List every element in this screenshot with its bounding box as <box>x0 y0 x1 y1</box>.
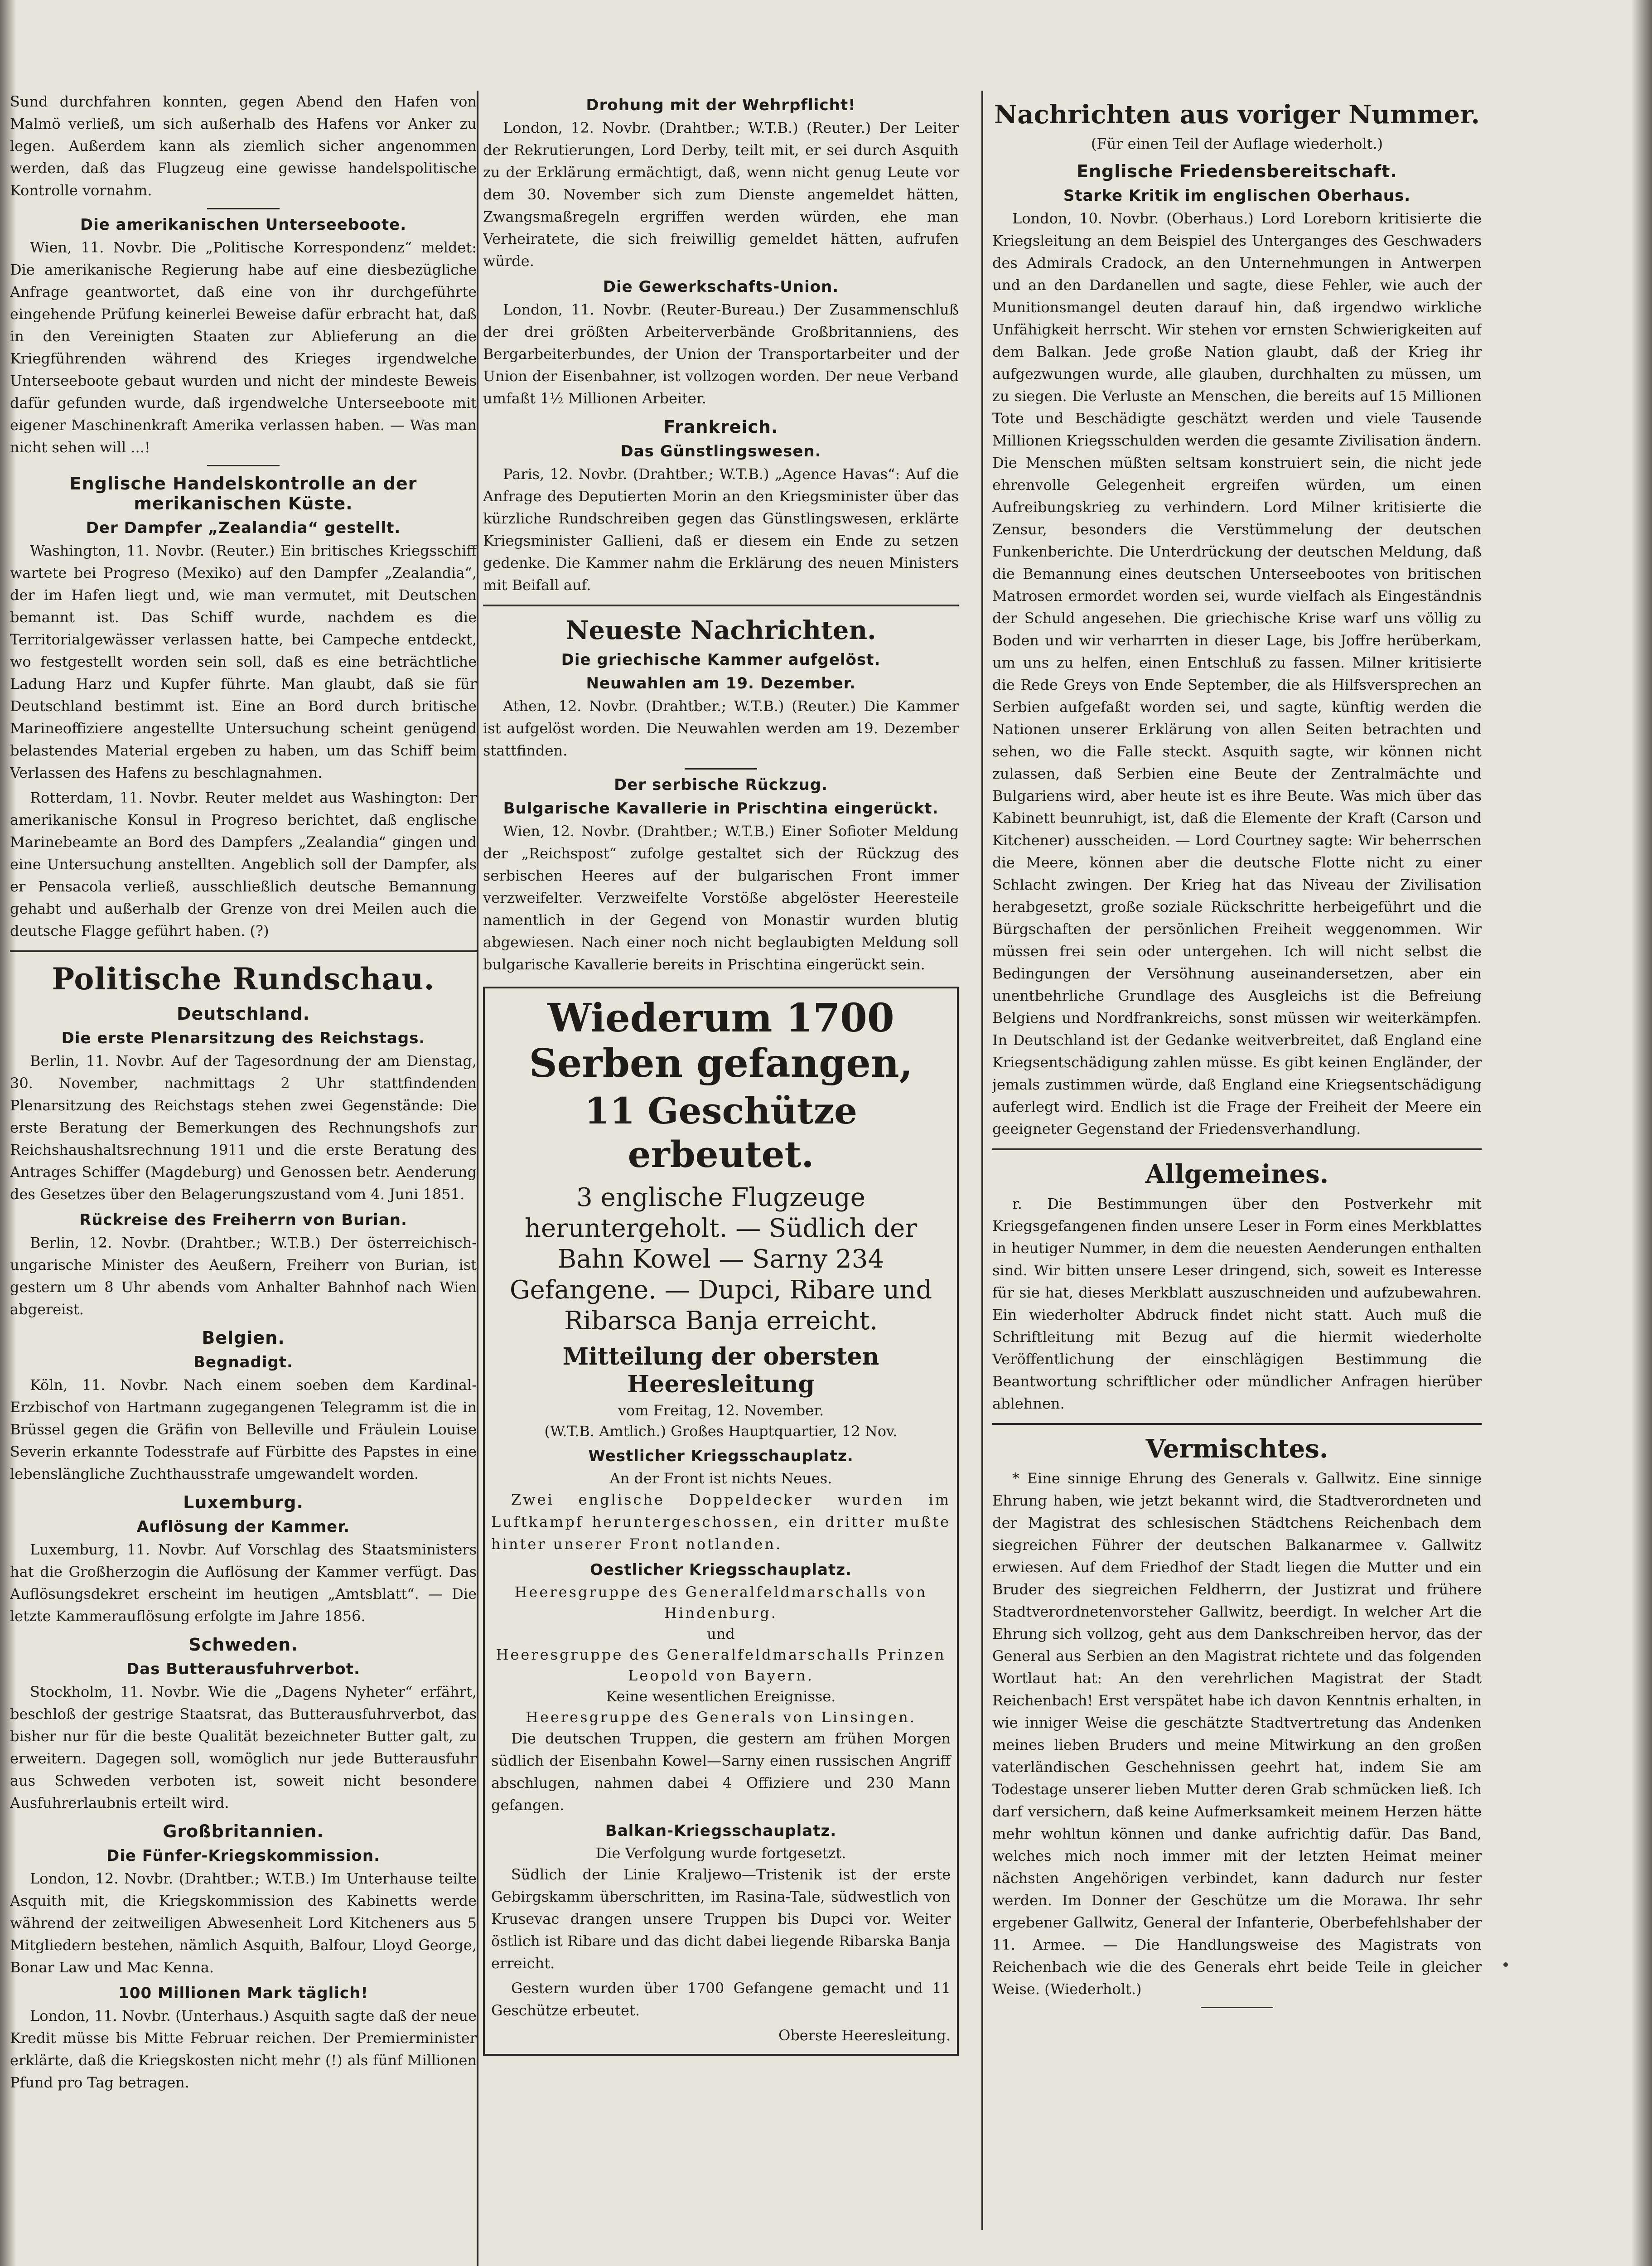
article-subheading: Starke Kritik im englischen Oberhaus. <box>1063 187 1411 205</box>
divider <box>10 950 477 952</box>
column-middle <box>483 91 959 2266</box>
army-group: Heeresgruppe des Generals von Linsingen. <box>526 1709 916 1726</box>
front-note: Die Verfolgung wurde fortgesetzt. <box>595 1845 846 1862</box>
divider <box>207 465 280 466</box>
section-heading: Neueste Nachrichten. <box>565 615 876 645</box>
section-heading: Nachrichten aus voriger Nummer. <box>994 100 1480 130</box>
country-heading: Belgien. <box>202 1328 285 1348</box>
article-heading: 100 Millionen Mark täglich! <box>118 1984 368 2002</box>
article-text: London, 11. Novbr. (Reuter-Bureau.) Der Zusammenschluß der drei größten Arbeiterverbände Großbritanniens, des Bergarbeiterbundes, der Union der Transportarbeiter und der Union der Eisenbahner, ist vollzogen worden. Der neue Verband umfaßt 1½ Millionen Arbeiter. <box>483 301 959 407</box>
divider <box>992 1148 1482 1150</box>
article-text: * Eine sinnige Ehrung des Generals v. Gallwitz. Eine sinnige Ehrung haben, wie jetzt bekannt wird, die Stadtverordneten und der Magistrat des schlesischen Städtchens Reichenbach dem siegreichen Führer der deutschen Balkanarmee v. Gallwitz erwiesen. Auf dem Friedhof der Stadt liegen die Mutter und ein Bruder des siegreichen Feldherrn, der Justizrat und frühere Stadtverordnetenvorsteher Gallwitz, beerdigt. In welcher Art die Ehrung sich vollzog, geht aus dem Dankschreiben hervor, das der General aus Serbien an den Magistrat richtete und das folgenden Wortlaut hat: An den verehrlichen Magistrat der Stadt Reichenbach! Erst verspätet habe ich davon Kenntnis erhalten, in wie inniger Weise die geschätzte Stadtvertretung das Andenken meines lieben Bruders und meine Mitwirkung an den großen vaterländischen Geschehnissen geehrt hat, indem Sie am Todestage unserer lieben Mutter deren Grab schmücken ließ. Ich darf versichern, daß keine Aufmerksamkeit meinem Herzen hätte mehr wohltun können und danke aufrichtig dafür. Das Band, welches mich noch immer mit der letzten Heimat meiner nächsten Angehörigen verbindet, kann dadurch nur fester werden. Im Donner der Geschütze um die Morawa. Ihr sehr ergebener Gallwitz, General der Infanterie, Oberbefehlshaber der 11. Armee. — Die Handlungsweise des Magistrats von Reichenbach wie die des Generals ehrt beide Teile in gleicher Weise. (Wiederholt.) <box>992 1470 1482 1998</box>
article-text: Köln, 11. Novbr. Nach einem soeben dem Kardinal-Erzbischof von Hartmann zugegangenen Telegramm ist die in Brüssel gegen die Gräfin von Belleville und Fräulein Louise Severin erkannte Todesstrafe auf Fürbitte des Papstes in eine lebenslängliche Zuchthausstrafe umgewandelt worden. <box>10 1376 477 1482</box>
article-text: Wien, 12. Novbr. (Drahtber.; W.T.B.) Einer Sofioter Meldung der „Reichspost“ zufolge gestaltet sich der Rückzug des serbischen Heeres auf der bulgarischen Front immer verzweifelter. Verzweifelte Vorstöße abgelöster Heeresteile namentlich in der Gegend von Monastir wurden blutig abgewiesen. Nach einer noch nicht beglaubigten Meldung soll bulgarische Kavallerie bereits in Prischtina eingerückt sein. <box>483 823 959 973</box>
article-heading: Auflösung der Kammer. <box>136 1518 350 1536</box>
article-text: r. Die Bestimmungen über den Postverkehr mit Kriegsgefangenen finden unsere Leser in Form eines Merkblattes in heutiger Nummer, in dem die neuesten Aenderungen enthalten sind. Wir bitten unsere Leser dringend, sich, soweit es Interesse für sie hat, dieses Merkblatt auszuschneiden und aufzubewahren. Ein wiederholter Abdruck findet nicht statt. Auch muß die Schriftleitung mit Bezug auf die hiermit wiederholte Veröffentlichung der einschlägigen Bestimmung die Beantwortung schriftlicher oder mündlicher Anfragen hierüber ablehnen. <box>992 1195 1482 1412</box>
report-signature: Oberste Heeresleitung. <box>778 2027 951 2044</box>
section-heading: Allgemeines. <box>1145 1159 1329 1189</box>
headline: Wiederum 1700 Serben gefangen, <box>529 995 913 1086</box>
article-heading: Die Fünfer-Kriegskommission. <box>106 1847 381 1865</box>
divider <box>1201 2007 1273 2008</box>
article-text: Paris, 12. Novbr. (Drahtber.; W.T.B.) „Agence Havas“: Auf die Anfrage des Deputierten Morin an den Kriegsminister über das kürzliche Rundschreiben gegen das Günstlingswesen, erklärte Kriegsminister Gallieni, daß er diesem ein Ende zu setzen gedenke. Die Kammer nahm die Erklärung des neuen Ministers mit Beifall auf. <box>483 465 959 594</box>
report-text: Die deutschen Truppen, die gestern am frühen Morgen südlich der Eisenbahn Kowel—Sarny einen russischen Angriff abschlugen, nahmen dabei 4 Offiziere und 230 Mann gefangen. <box>491 1730 951 1814</box>
article-heading: Das Butterausfuhrverbot. <box>126 1660 360 1678</box>
article-text: London, 11. Novbr. (Unterhaus.) Asquith sagte daß der neue Kredit müsse bis Mitte Februar reichen. Der Premierminister erklärte, daß die Kriegskosten nicht mehr (!) als fünf Millionen Pfund pro Tag betragen. <box>10 2007 477 2091</box>
article-heading: Drohung mit der Wehrpflicht! <box>586 96 856 114</box>
article-heading: Begnadigt. <box>193 1353 293 1371</box>
column-left <box>10 91 477 2266</box>
report-text: Zwei englische Doppeldecker wurden im Luftkampf heruntergeschossen, ein dritter mußte hinter unserer Front notlanden. <box>491 1491 951 1553</box>
divider <box>483 605 959 606</box>
report-text: Gestern wurden über 1700 Gefangene gemacht und 11 Geschütze erbeutet. <box>491 1980 951 2019</box>
article-text: Berlin, 12. Novbr. (Drahtber.; W.T.B.) Der österreichisch-ungarische Minister des Aeußern, Freiherr von Burian, ist gestern um 8 Uhr abends vom Anhalter Bahnhof nach Wien abgereist. <box>10 1234 477 1318</box>
article-heading: Die erste Plenarsitzung des Reichstags. <box>61 1029 425 1047</box>
article-text: London, 12. Novbr. (Drahtber.; W.T.B.) Im Unterhause teilte Asquith mit, die Kriegskommission des Kabinetts werde während der zeitweiligen Abwesenheit Lord Kitcheners aus 5 Mitgliedern bestehen, nämlich Asquith, Balfour, Lloyd George, Bonar Law und Mac Kenna. <box>10 1870 477 1976</box>
paper-spot <box>1503 1962 1508 1967</box>
report-heading: Mitteilung der obersten Heeresleitung <box>562 1343 879 1398</box>
article-heading: Der Dampfer „Zealandia“ gestellt. <box>86 519 401 537</box>
and-text: und <box>707 1625 735 1642</box>
section-heading: Politische Rundschau. <box>52 961 435 997</box>
article-text: Luxemburg, 11. Novbr. Auf Vorschlag des Staatsministers hat die Großherzogin die Auflösung der Kammer verfügt. Das Auflösungsdekret erscheint im heutigen „Amtsblatt“. — Die letzte Kammerauflösung erfolgte im Jahre 1856. <box>10 1541 477 1625</box>
country-heading: Deutschland. <box>176 1004 310 1024</box>
war-report-box <box>483 987 959 2056</box>
article-heading: Die Gewerkschafts-Union. <box>603 278 839 296</box>
article-subheading: Bulgarische Kavallerie in Prischtina eingerückt. <box>503 799 939 818</box>
section-note: (Für einen Teil der Auflage wiederholt.) <box>1091 135 1383 152</box>
headline-second: 11 Geschütze erbeutet. <box>584 1089 857 1176</box>
army-group: Heeresgruppe des Generalfeldmarschalls Prinzen Leopold von Bayern. <box>496 1646 946 1684</box>
section-heading: Englische Handelskontrolle an der merikanischen Küste. <box>69 474 417 513</box>
column-rule <box>477 91 478 2266</box>
article-text: London, 12. Novbr. (Drahtber.; W.T.B.) (Reuter.) Der Leiter der Rekrutierungen, Lord Derby, teilt mit, er sei durch Asquith zu der Erklärung ermächtigt, daß, wenn nicht genug Leute vor dem 30. November sich zum Dienste angemeldet hätten, Zwangsmaßregeln ergriffen werden würden, ehe man Verheiratete, die sich freiwillig gemeldet hätten, aufrufen würde. <box>483 119 959 270</box>
article-heading: Englische Friedensbereitschaft. <box>1077 161 1397 181</box>
article-text: Berlin, 11. Novbr. Auf der Tagesordnung der am Dienstag, 30. November, nachmittags 2 Uhr stattfindenden Plenarsitzung des Reichstags stehen zwei Gegenstände: Die erste Beratung der Bemerkungen des Rechnungshofs zur Reichshaushaltsrechnung 1911 und die erste Beratung des Antrages Schiffer (Magdeburg) und Genossen betr. Aenderung des Gesetzes über den Belagerungszustand vom 4. Juni 1851. <box>10 1052 477 1203</box>
country-heading: Großbritannien. <box>163 1821 324 1841</box>
front-note: An der Front ist nichts Neues. <box>609 1470 832 1487</box>
article-text: London, 10. Novbr. (Oberhaus.) Lord Loreborn kritisierte die Kriegsleitung an dem Beispiel des Unterganges des Geschwaders des Admirals Cradock, an den Unternehmungen in Antwerpen und an den Dardanellen und sagte, diese Fehler, wie auch der Munitionsmangel deuten darauf hin, daß irgendwo wirkliche Unfähigkeit herrscht. Wir stehen vor ernsten Schwierigkeiten auf dem Balkan. Jede große Nation glaubt, daß der Krieg ihr aufgezwungen wurde, alle glauben, durchhalten zu müssen, um zu siegen. Die Verluste an Menschen, die bereits auf 15 Millionen Tote und Beschädigte geschätzt werden und viele Tausende Millionen Kriegsschulden werden die gesamte Zivilisation ändern. Die Menschen müßten seltsam konstruiert sein, die nicht jede ehrenvolle Gelegenheit ergreifen würden, um einen Aufreibungskrieg zu verhindern. Lord Milner kritisierte die Zensur, besonders die Verstümmelung der deutschen Funkenberichte. Die Unterdrückung der deutschen Meldung, daß die Bemannung eines deutschen Unterseebootes von britischen Matrosen ermordet worden sei, wurde vielfach als Eingeständnis der Schuld angesehen. Die griechische Krise warf uns völlig zu Boden und wir verharrten in dieser Lage, bis Joffre herüberkam, um uns zu helfen, einen Entschluß zu fassen. Milner kritisierte die Rede Greys von Ende September, die als Hilfsversprechen an Serbien aufgefaßt worden sei, und sagte, künftig werden die Nationen unserer Erklärung von allen Seiten betrachten und sehen, wo die Falle steckt. Asquith sagte, wir können nicht zulassen, daß Serbien eine Beute der Zentralmächte und Bulgariens wird, aber heute ist es ihre Beute. Was mich über das Kabinett beunruhigt, ist, daß die Elemente der Kraft (Carson und Kitchener) ausscheiden. — Lord Courtney sagte: Wir beherrschen die Meere, können aber die deutsche Flotte nicht zu einer Schlacht zwingen. Der Krieg hat das Niveau der Zivilisation herabgesetzt, große soziale Rückschritte herbeigeführt und die Bürgschaften der persönlichen Freiheit weggenommen. Wir müssen frei sein oder untergehen. Ich will nicht selbst die Bedingungen der Versöhnung auseinandersetzen, aber ein unentbehrliche Grundlage des Ausgleichs ist die Befreiung Belgiens und Nordfrankreichs, sonst müssen wir weiterkämpfen. In Deutschland ist der Gedanke weitverbreitet, daß England eine Kriegsentschädigung zahlen müsse. Es gibt keinen Engländer, der jemals zustimmen würde, daß England eine Kriegsentschädigung auferlegt wird. Endlich ist die Frage der Freiheit der Meere ein geeigneter Gegenstand der Friedensverhandlung. <box>992 210 1482 1138</box>
front-note: Keine wesentlichen Ereignisse. <box>606 1688 836 1705</box>
article-text: Sund durchfahren konnten, gegen Abend den Hafen von Malmö verließ, um sich außerhalb des Hafens vor Anker zu legen. Außerdem kann als ziemlich sicher angenommen werden, daß das Flugzeug eine gewisse handelspolitische Kontrolle vornahm. <box>10 93 477 199</box>
army-group: Heeresgruppe des Generalfeldmarschalls von Hindenburg. <box>514 1583 927 1622</box>
report-text: Südlich der Linie Kraljewo—Tristenik ist der erste Gebirgskamm überschritten, im Rasina-Tale, südwestlich von Krusevac drangen unsere Truppen bis Dupci vor. Weiter östlich ist Ribare und das dicht dabei liegende Ribarska Banja erreicht. <box>491 1866 951 1972</box>
headline-summary: 3 englische Flugzeuge heruntergeholt. — Südlich der Bahn Kowel — Sarny 234 Gefangene. — Dupci, Ribare und Ribarsca Banja erreicht. <box>509 1183 932 1336</box>
section-heading: Vermischtes. <box>1145 1434 1328 1464</box>
article-text: Stockholm, 11. Novbr. Wie die „Dagens Nyheter“ erfährt, beschloß der gestrige Staatsrat, das Butterausfuhrverbot, das bisher nur für die beste Qualität bezeichneter Butter galt, zu erweitern. Dagegen soll, womöglich nur jede Butterausfuhr aus Schweden verboten ist, soweit nicht besondere Ausfuhrerlaubnis erteilt wird. <box>10 1683 477 1811</box>
column-right <box>992 91 1482 2230</box>
front-heading: Oestlicher Kriegsschauplatz. <box>590 1561 852 1579</box>
article-subheading: Neuwahlen am 19. Dezember. <box>586 674 856 692</box>
divider <box>992 1423 1482 1425</box>
page-edge <box>1631 0 1652 2266</box>
country-heading: Frankreich. <box>663 417 778 437</box>
article-heading: Das Günstlingswesen. <box>620 442 821 460</box>
article-text: Athen, 12. Novbr. (Drahtber.; W.T.B.) (Reuter.) Die Kammer ist aufgelöst worden. Die Neuwahlen werden am 19. Dezember stattfinden. <box>483 697 959 759</box>
article-text: Rotterdam, 11. Novbr. Reuter meldet aus Washington: Der amerikanische Konsul in Progreso berichtet, daß englische Marinebeamte an Bord des Dampfers „Zealandia“ gingen und eine Untersuchung anstellten. Angeblich soll der Dampfer, als er Pensacola verließ, ausschließlich deutsche Bemannung gehabt und außerhalb der Grenze von drei Meilen auch die deutsche Flagge geführt haben. (?) <box>10 789 477 939</box>
front-heading: Balkan-Kriegsschauplatz. <box>605 1822 837 1840</box>
divider <box>685 768 757 770</box>
divider <box>207 208 280 209</box>
front-heading: Westlicher Kriegsschauplatz. <box>588 1447 854 1465</box>
country-heading: Luxemburg. <box>183 1492 304 1512</box>
article-heading: Der serbische Rückzug. <box>614 776 828 794</box>
article-heading: Rückreise des Freiherrn von Burian. <box>79 1211 407 1229</box>
article-text: Washington, 11. Novbr. (Reuter.) Ein britisches Kriegsschiff wartete bei Progreso (Mexiko) auf den Dampfer „Zealandia“, der im Hafen liegt und, wie man vermutet, mit Deutschen bemannt ist. Das Schiff wurde, nachdem es die Territorialgewässer verlassen hatte, bei Campeche entdeckt, wo festgestellt worden sein soll, daß es eine beträchtliche Ladung Harz und Kupfer führte. Man glaubt, daß sie für Deutschland bestimmt ist. Eine an Bord durch britische Marineoffiziere angestellte Untersuchung scheint genügend belastendes Material ergeben zu haben, um das Schiff beim Verlassen des Hafens zu beschlagnahmen. <box>10 542 477 781</box>
report-date: vom Freitag, 12. November. <box>618 1402 824 1419</box>
country-heading: Schweden. <box>188 1635 298 1655</box>
report-source: (W.T.B. Amtlich.) Großes Hauptquartier, 12 Nov. <box>544 1423 898 1440</box>
column-rule <box>981 91 983 2230</box>
article-text: Wien, 11. Novbr. Die „Politische Korrespondenz“ meldet: Die amerikanische Regierung habe auf eine diesbezügliche Anfrage geantwortet, daß eine von ihr durchgeführte eingehende Prüfung keinerlei Beweise dafür erbracht hat, daß in den Vereinigten Staaten zur Ablieferung an die Kriegführenden während des Krieges irgendwelche Unterseeboote gebaut wurden und nicht der mindeste Beweis dafür gefunden wurde, daß irgendwelche Unterseeboote mit eigener Maschinenkraft Amerika verlassen haben. — Was man nicht sehen will ...! <box>10 239 477 456</box>
article-heading: Die griechische Kammer aufgelöst. <box>561 651 881 669</box>
article-heading: Die amerikanischen Unterseeboote. <box>80 216 407 234</box>
